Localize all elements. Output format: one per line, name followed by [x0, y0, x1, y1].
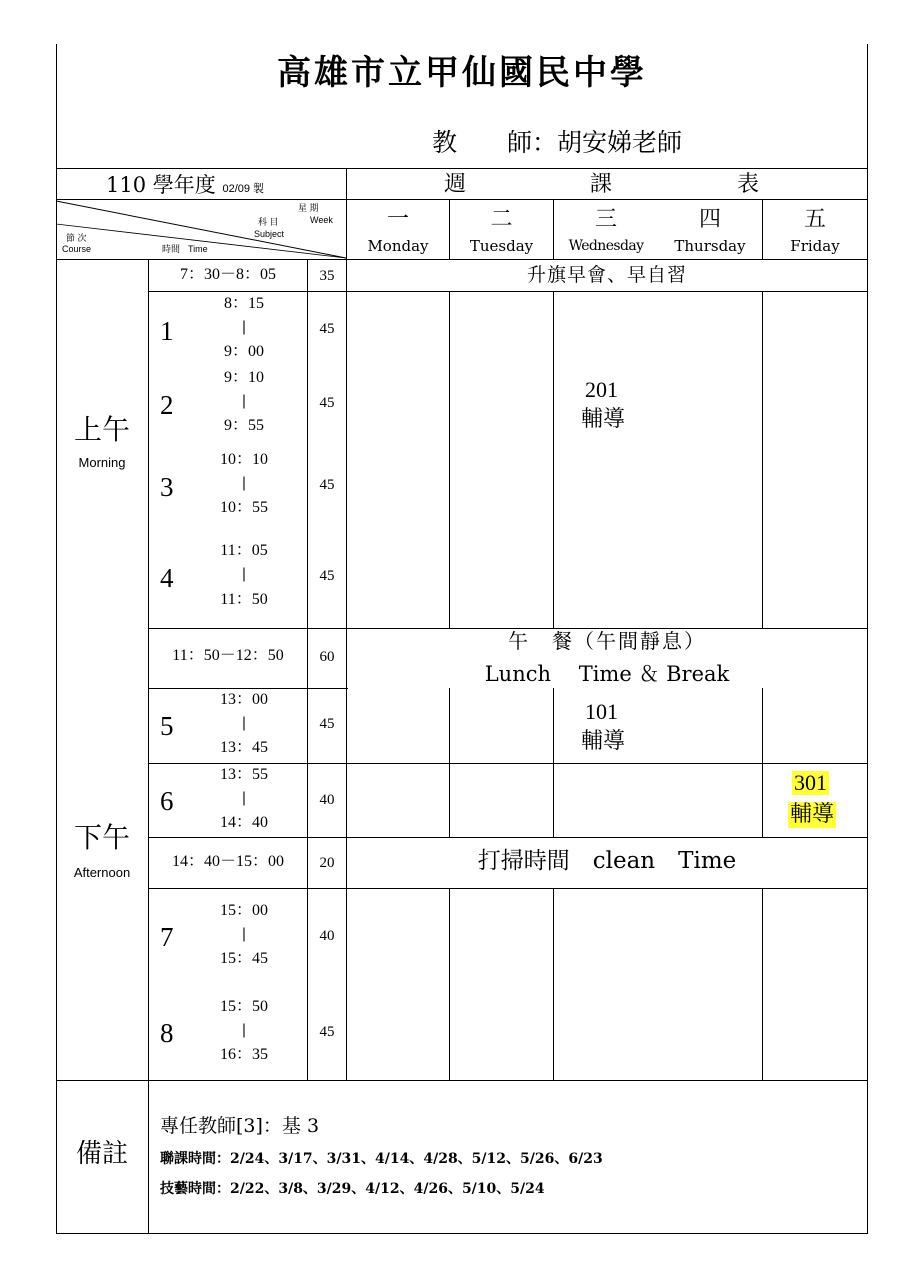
section-morning-zh: 上午: [73, 413, 130, 446]
rule: [449, 888, 450, 1081]
rule: [148, 688, 348, 689]
class-wed-p2-code: 201: [585, 377, 618, 402]
rule: [762, 291, 763, 628]
day-tue-zh: 二: [490, 207, 513, 232]
period-end: 13：45: [219, 739, 268, 756]
academic-year-label: 110 學年度: [106, 173, 216, 197]
rule: [148, 259, 149, 1234]
period-number: 7: [160, 922, 174, 952]
class-fri-p6-code: 301: [794, 770, 827, 795]
assembly-time: 7：30－8：05: [179, 266, 276, 283]
corner-week: 星 期: [298, 203, 319, 213]
border-right: [867, 44, 868, 1234]
period-minutes: 45: [319, 716, 335, 732]
time-separator: |: [241, 475, 247, 491]
time-separator: |: [241, 926, 247, 942]
period-number: 1: [160, 316, 174, 346]
cleaning-label: 打掃時間 clean Time: [477, 848, 737, 874]
day-thu-en: Thursday: [674, 237, 746, 255]
period-number: 6: [160, 786, 174, 816]
day-fri-zh: 五: [803, 207, 826, 232]
rule: [762, 888, 763, 1081]
rule: [762, 688, 763, 837]
period-minutes: 45: [319, 321, 335, 337]
section-afternoon-zh: 下午: [73, 821, 130, 854]
rule: [553, 888, 554, 1081]
teacher-name: 胡安娣老師: [557, 128, 683, 157]
class-wed-p5-code: 101: [585, 699, 618, 724]
time-separator: |: [241, 1022, 247, 1038]
period-start: 11：05: [220, 542, 268, 559]
rule: [449, 688, 450, 837]
day-wed-en: Wednesday: [568, 238, 644, 254]
rule: [148, 291, 868, 292]
corner-subject: 科 目: [258, 217, 279, 227]
section-afternoon-en: Afternoon: [73, 865, 131, 880]
period-number: 2: [160, 390, 174, 420]
assembly-label: 升旗早會、早自習: [526, 264, 687, 286]
day-mon-zh: 一: [386, 207, 409, 232]
period-number: 8: [160, 1018, 174, 1048]
table-title-1: 週: [444, 172, 467, 197]
period-minutes: 40: [319, 792, 335, 808]
period-number: 3: [160, 472, 174, 502]
period-minutes: 45: [319, 1024, 335, 1040]
teacher-line: [432, 130, 682, 155]
period-start: 13：55: [219, 766, 268, 783]
period-end: 9：00: [223, 343, 264, 360]
table-title-2: 課: [590, 172, 613, 197]
corner-subject-en: Subject: [254, 229, 285, 239]
rule: [307, 259, 308, 1081]
period-number: 4: [160, 563, 174, 593]
lunch-minutes: 60: [319, 649, 335, 665]
period-start: 13：00: [219, 691, 268, 708]
corner-course: 節 次: [66, 233, 87, 243]
notes-line-2: 聯課時間：2/24、3/17、3/31、4/14、4/28、5/12、5/26、6/23: [160, 1151, 603, 1167]
period-minutes: 45: [319, 395, 335, 411]
class-wed-p2-subject: 輔導: [581, 407, 626, 432]
period-start: 15：50: [219, 998, 268, 1015]
period-end: 16：35: [219, 1046, 268, 1063]
period-end: 11：50: [220, 591, 268, 608]
period-start: 10：10: [219, 451, 268, 468]
assembly-minutes: 35: [319, 268, 335, 284]
period-end: 10：55: [219, 499, 268, 516]
lunch-label-zh: 午 餐（午間靜息）: [508, 629, 706, 653]
section-morning-en: Morning: [78, 455, 126, 470]
period-minutes: 40: [319, 928, 335, 944]
teacher-label: 教 師：: [432, 128, 558, 157]
corner-time: 時間: [162, 244, 181, 254]
corner-week-en: Week: [310, 215, 333, 225]
rule: [148, 763, 868, 764]
period-start: 15：00: [219, 902, 268, 919]
day-fri-en: Friday: [790, 237, 840, 255]
time-separator: |: [241, 715, 247, 731]
rule: [449, 291, 450, 628]
rule: [148, 837, 868, 838]
period-start: 9：10: [223, 369, 264, 386]
border-bottom: [56, 1233, 868, 1234]
notes-label: 備註: [75, 1139, 128, 1169]
period-number: 5: [160, 711, 174, 741]
time-separator: |: [241, 319, 247, 335]
corner-time-en: Time: [188, 244, 208, 254]
table-title-3: 表: [737, 172, 760, 197]
class-wed-p5-subject: 輔導: [581, 729, 626, 754]
day-wed-zh: 三: [594, 207, 617, 232]
day-thu-zh: 四: [698, 207, 721, 232]
time-separator: |: [241, 566, 247, 582]
cleaning-minutes: 20: [319, 855, 335, 871]
timetable: [56, 44, 868, 1234]
time-separator: |: [241, 393, 247, 409]
rule: [56, 1080, 868, 1081]
period-end: 15：45: [219, 950, 268, 967]
rule: [553, 291, 554, 628]
period-end: 14：40: [219, 814, 268, 831]
period-minutes: 45: [319, 568, 335, 584]
period-end: 9：55: [223, 417, 264, 434]
day-tue-en: Tuesday: [469, 237, 534, 255]
class-fri-p6-subject: 輔導: [790, 802, 835, 827]
rule: [553, 688, 554, 837]
notes-line-1: 專任教師[3]：基 3: [160, 1115, 320, 1137]
lunch-label-en: Lunch Time ＆ Break: [484, 662, 730, 686]
cleaning-time: 14：40－15：00: [171, 853, 284, 870]
rule: [148, 888, 868, 889]
notes-line-3: 技藝時間：2/22、3/8、3/29、4/12、4/26、5/10、5/24: [160, 1181, 545, 1197]
lunch-time: 11：50－12：50: [172, 647, 284, 664]
academic-year: [106, 175, 264, 196]
period-minutes: 45: [319, 477, 335, 493]
time-separator: |: [241, 790, 247, 806]
period-start: 8：15: [223, 295, 264, 312]
school-title: 高雄市立甲仙國民中學: [277, 53, 647, 93]
day-mon-en: Monday: [367, 237, 429, 255]
corner-course-en: Course: [62, 244, 92, 254]
made-date-note: 02/09 製: [222, 183, 265, 195]
